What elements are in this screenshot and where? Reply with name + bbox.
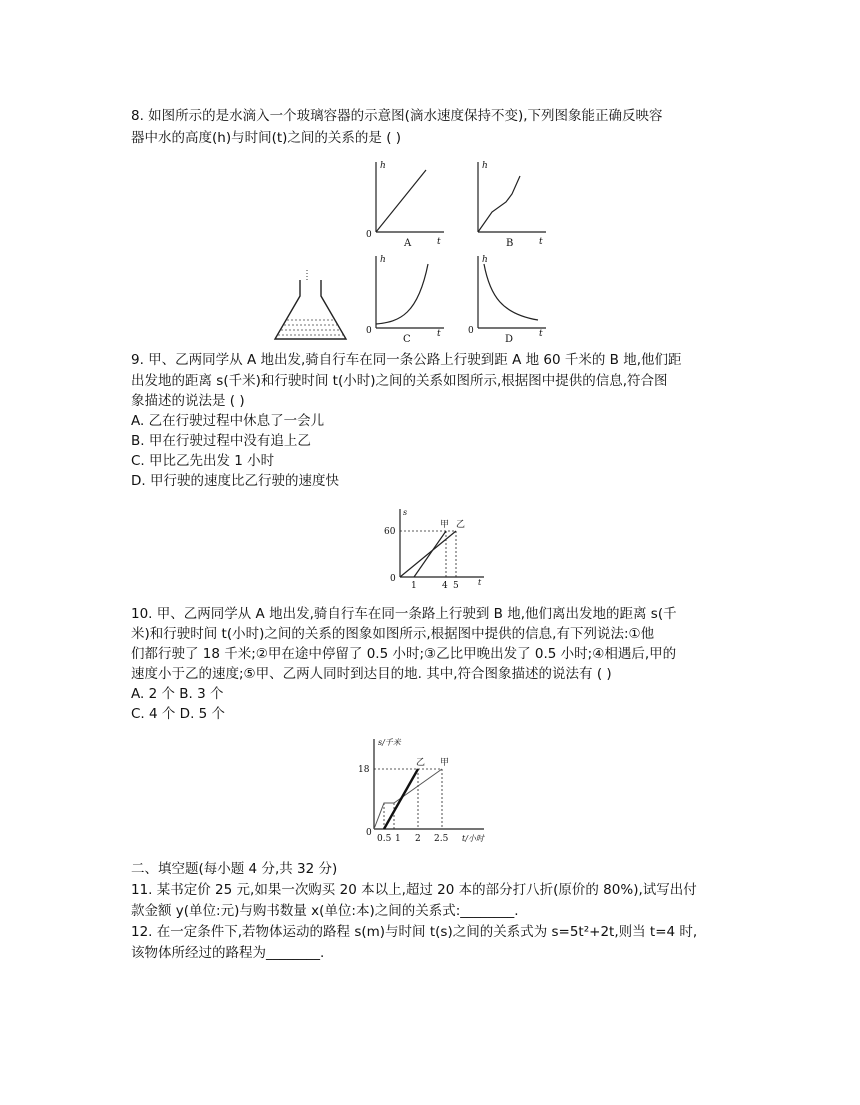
q10-text-line-4: 速度小于乙的速度;⑤甲、乙两人同时到达目的地. 其中,符合图象描述的说法有 ( ) xyxy=(131,666,612,682)
graph-d xyxy=(462,252,552,344)
q10-graph-x-tick-2-5: 2.5 xyxy=(434,834,449,844)
graph-a xyxy=(360,158,450,250)
q10-graph-y-tick-18: 18 xyxy=(358,765,370,775)
graph-c-y-label: h xyxy=(380,255,386,265)
q12-text-line-1: 12. 在一定条件下,若物体运动的路程 s(m)与时间 t(s)之间的关系式为 s=5t²+2t,则当 t=4 时, xyxy=(131,924,698,940)
graph-d-x-label: t xyxy=(539,329,543,339)
q8-text-line-1: 8. 如图所示的是水滴入一个玻璃容器的示意图(滴水速度保持不变),下列图象能正确反映容 xyxy=(131,108,663,124)
q9-option-d: D. 甲行驶的速度比乙行驶的速度快 xyxy=(131,473,339,489)
graph-d-origin: 0 xyxy=(468,326,474,336)
q10-graph-label-jia: 甲 xyxy=(440,758,450,768)
graph-b-y-label: h xyxy=(482,161,488,171)
graph-c xyxy=(360,252,450,344)
graph-b xyxy=(462,158,552,250)
q9-graph-label-jia: 甲 xyxy=(440,520,450,530)
q9-option-a: A. 乙在行驶过程中休息了一会儿 xyxy=(131,413,325,429)
q10-options-ab: A. 2 个 B. 3 个 xyxy=(131,686,224,702)
q10-graph-x-tick-2: 2 xyxy=(415,834,421,844)
graph-a-x-label: t xyxy=(437,237,441,247)
graph-a-y-label: h xyxy=(380,161,386,171)
graph-c-origin: 0 xyxy=(366,326,372,336)
q10-options-cd: C. 4 个 D. 5 个 xyxy=(131,706,226,722)
q9-graph-y-tick-60: 60 xyxy=(384,527,396,537)
q11-text-line-2: 款金额 y(单位:元)与购书数量 x(单位:本)之间的关系式:________. xyxy=(131,903,519,919)
graph-c-label: C xyxy=(403,334,411,344)
q9-text-line-1: 9. 甲、乙两同学从 A 地出发,骑自行车在同一条公路上行驶到距 A 地 60 千米的 B 地,他们距 xyxy=(131,352,682,368)
q10-graph xyxy=(356,735,498,847)
q9-text-line-2: 出发地的距离 s(千米)和行驶时间 t(小时)之间的关系如图所示,根据图中提供的信息,符合图 xyxy=(131,373,668,389)
q9-graph-y-label: s xyxy=(403,508,408,517)
graph-a-origin: 0 xyxy=(366,230,372,240)
q8-text-line-2: 器中水的高度(h)与时间(t)之间的关系的是 ( ) xyxy=(131,130,402,146)
q9-graph-label-yi: 乙 xyxy=(456,520,466,530)
q10-text-line-3: 们都行驶了 18 千米;②甲在途中停留了 0.5 小时;③乙比甲晚出发了 0.5 小时;④相遇后,甲的 xyxy=(131,646,677,662)
graph-a-label: A xyxy=(404,238,412,249)
q12-text-line-2: 该物体所经过的路程为________. xyxy=(131,945,325,961)
flask-illustration xyxy=(270,262,352,344)
q9-option-c: C. 甲比乙先出发 1 小时 xyxy=(131,453,275,469)
q10-graph-label-yi: 乙 xyxy=(416,758,426,768)
q11-text-line-1: 11. 某书定价 25 元,如果一次购买 20 本以上,超过 20 本的部分打八折(原价的 80%),试写出付 xyxy=(131,882,697,898)
q9-graph xyxy=(372,505,492,590)
q9-graph-x-tick-4: 4 xyxy=(442,581,448,590)
q10-graph-y-label: s/千米 xyxy=(378,738,401,747)
q10-graph-origin: 0 xyxy=(366,828,372,838)
q9-graph-x-tick-1: 1 xyxy=(411,581,417,590)
graph-d-y-label: h xyxy=(482,255,488,265)
graph-c-x-label: t xyxy=(437,329,441,339)
q10-graph-x-tick-0-5: 0.5 xyxy=(377,834,392,844)
q10-text-line-2: 米)和行驶时间 t(小时)之间的关系的图象如图所示,根据图中提供的信息,有下列说法:①他 xyxy=(131,626,655,642)
q10-text-line-1: 10. 甲、乙两同学从 A 地出发,骑自行车在同一条路上行驶到 B 地,他们离出发地的距离 s(千 xyxy=(131,606,677,622)
q10-graph-x-label: t/小时 xyxy=(462,834,484,843)
section-2-heading: 二、填空题(每小题 4 分,共 32 分) xyxy=(131,861,338,877)
q10-graph-x-tick-1: 1 xyxy=(395,834,401,844)
q9-option-b: B. 甲在行驶过程中没有追上乙 xyxy=(131,433,311,449)
q9-text-line-3: 象描述的说法是 ( ) xyxy=(131,393,245,409)
graph-d-label: D xyxy=(505,334,514,344)
q9-graph-x-tick-5: 5 xyxy=(453,581,459,590)
q9-graph-origin: 0 xyxy=(390,574,396,584)
graph-b-x-label: t xyxy=(539,237,543,247)
graph-b-label: B xyxy=(506,238,514,249)
q9-graph-x-label: t xyxy=(478,578,482,587)
